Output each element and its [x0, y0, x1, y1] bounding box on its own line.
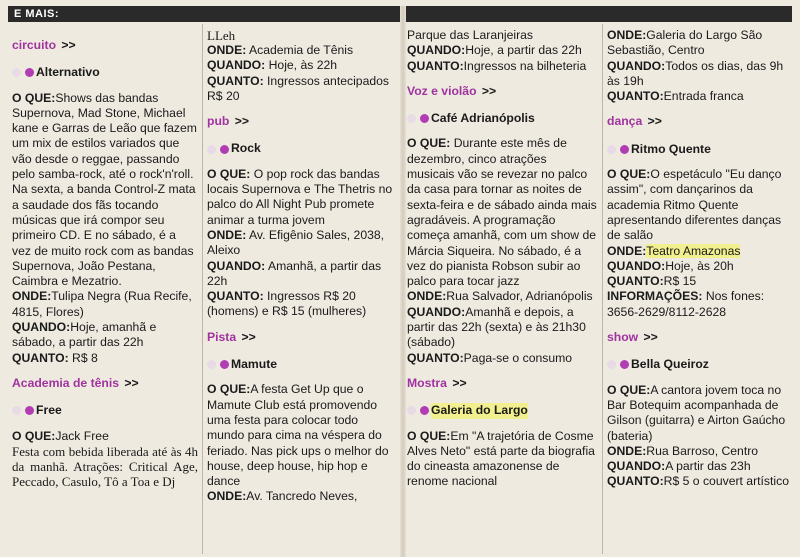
bullet-icon: [407, 114, 416, 123]
event-location: ONDE: Av. Efigênio Sales, 2038, Aleixo: [207, 227, 385, 258]
bullet-icon: [420, 114, 429, 123]
column-divider: [202, 24, 203, 554]
event-description: O QUE:A festa Get Up que o Mamute Club está promovendo uma festa para colocar todo mundo para cima na véspera do feriado. Nas pick ups o melhor do house, deep house, hip hop e dance: [207, 382, 389, 489]
event-description: O QUE: O pop rock das bandas locais Supernova e The Thetris no palco do All Night Pub promete animar a turma jovem: [207, 166, 393, 227]
bullet-icon: [220, 145, 229, 154]
column-divider: [602, 24, 603, 554]
venue-heading-ritmo: Ritmo Quente: [607, 142, 793, 157]
venue-heading-mamute: Mamute: [207, 357, 397, 372]
bullet-icon: [12, 406, 21, 415]
bullet-icon: [12, 68, 21, 77]
event-location: ONDE:Rua Salvador, Adrianópolis: [407, 289, 593, 304]
venue-heading-rock: Rock: [207, 141, 397, 156]
venue-heading-free: Free: [12, 403, 198, 418]
event-time: QUANDO: Hoje, às 22h: [207, 58, 338, 73]
bullet-icon: [220, 360, 229, 369]
event-description-serif: Festa com bebida liberada até às 4h da manhã. Atrações: Critical Age, Peccado, Casulo, Tô a Toa e Dj: [12, 443, 198, 489]
bullet-icon: [207, 145, 216, 154]
section-heading-pista: Pista >>: [207, 329, 256, 344]
column-4: [607, 28, 793, 490]
event-location: ONDE:Tulipa Negra (Rua Recife, 4815, Flores): [12, 289, 192, 319]
event-location: ONDE:Rua Barroso, Centro: [607, 443, 759, 458]
bullet-icon: [420, 406, 429, 415]
section-heading-academia: Academia de tênis >>: [12, 375, 139, 390]
event-price: QUANTO:Entrada franca: [607, 89, 744, 104]
venue-heading-galeria: Galeria do Largo: [407, 403, 597, 418]
event-location: ONDE:Teatro Amazonas: [607, 243, 741, 258]
bullet-icon: [607, 145, 616, 154]
event-location: ONDE:Galeria do Largo São Sebastião, Centro: [607, 28, 763, 58]
section-heading-danca: dança >>: [607, 114, 662, 129]
section-heading-voz-violao: Voz e violão >>: [407, 83, 497, 98]
event-description: O QUE:Shows das bandas Supernova, Mad Stone, Michael kane e Garras de Leão que fazem um mix de estilos variados que vão desde o reggae, passando pelo samba-rock, até o rock'n'roll. Na sexta, a banda Control-Z mata a saudade dos fãs tocando músicas que irá compor seu primeiro CD. E no sábado, é a vez de muito rock com as bandas Supernova, João Pestana, Caimbra e Mezatrio.: [12, 90, 197, 289]
event-time: QUANDO:Hoje, às 20h: [607, 258, 734, 273]
column-3: [407, 28, 597, 490]
event-time: QUANDO:Hoje, a partir das 22h: [407, 43, 582, 58]
event-info: INFORMAÇÕES: Nos fones: 3656-2629/8112-2628: [607, 289, 765, 319]
venue-heading-cafe: Café Adrianópolis: [407, 111, 597, 126]
event-description: O QUE:Em "A trajetória de Cosme Alves Neto" está parte da biografia do cineasta amazonense de renome nacional: [407, 428, 595, 489]
bullet-icon: [207, 360, 216, 369]
event-time: QUANDO:Todos os dias, das 9h às 19h: [607, 58, 784, 88]
section-heading-pub: pub >>: [207, 114, 249, 129]
section-heading-mostra: Mostra >>: [407, 375, 467, 390]
bullet-icon: [407, 406, 416, 415]
event-price: QUANTO: R$ 8: [12, 350, 98, 365]
event-price: QUANTO: Ingressos R$ 20 (homens) e R$ 15 (mulheres): [207, 289, 367, 319]
event-description: O QUE:Jack Free: [12, 428, 109, 443]
event-price: QUANTO:R$ 5 o couvert artístico: [607, 474, 789, 489]
event-price: QUANTO:Paga-se o consumo: [407, 350, 573, 365]
column-1: [12, 28, 198, 489]
page-fold: [400, 6, 406, 557]
event-location: ONDE:Av. Tancredo Neves,: [207, 489, 358, 504]
continued-text: LLeh: [207, 28, 236, 43]
venue-heading-alternativo: Alternativo: [12, 65, 198, 80]
event-time: QUANDO:Amanhã e depois, a partir das 22h (sexta) e às 21h30 (sábado): [407, 304, 586, 350]
bullet-icon: [607, 360, 616, 369]
event-description: O QUE:O espetáculo "Eu danço assim", com dançarinos da academia Ritmo Quente apresentando diferentes danças de salão: [607, 167, 782, 243]
event-description: O QUE:A cantora jovem toca no Bar Botequim acompanhada de Gilson (guitarra) e Airton Gaúcho (bateria): [607, 382, 786, 443]
event-time: QUANDO:Hoje, amanhã e sábado, a partir das 22h: [12, 320, 157, 350]
event-time: QUANDO: Amanhã, a partir das 22h: [207, 258, 382, 288]
event-price: QUANTO:R$ 15: [607, 274, 697, 289]
venue-heading-bella: Bella Queiroz: [607, 357, 793, 372]
event-description: O QUE: Durante este mês de dezembro, cinco atrações musicais vão se revezar no palco da casa para tornar as noites de sexta-feira e de sábado ainda mais agradáveis. A programação começa amanhã, com um show de Márcia Siqueira. No sábado, é a vez do pianista Robson subir ao palco para tocar jazz: [407, 136, 597, 289]
column-2: [207, 28, 397, 505]
bullet-icon: [620, 360, 629, 369]
section-heading-circuito: circuito >>: [12, 38, 76, 52]
bullet-icon: [25, 406, 34, 415]
event-price: QUANTO: Ingressos antecipados R$ 20: [207, 73, 389, 103]
event-location: ONDE: Academia de Tênis: [207, 43, 354, 57]
event-time: QUANDO:A partir das 23h: [607, 459, 751, 474]
continued-text: Parque das Laranjeiras: [407, 28, 534, 42]
section-header: E MAIS:: [8, 6, 792, 22]
section-heading-show: show >>: [607, 330, 658, 345]
bullet-icon: [25, 68, 34, 77]
event-price: QUANTO:Ingressos na bilheteria: [407, 58, 587, 73]
bullet-icon: [620, 145, 629, 154]
